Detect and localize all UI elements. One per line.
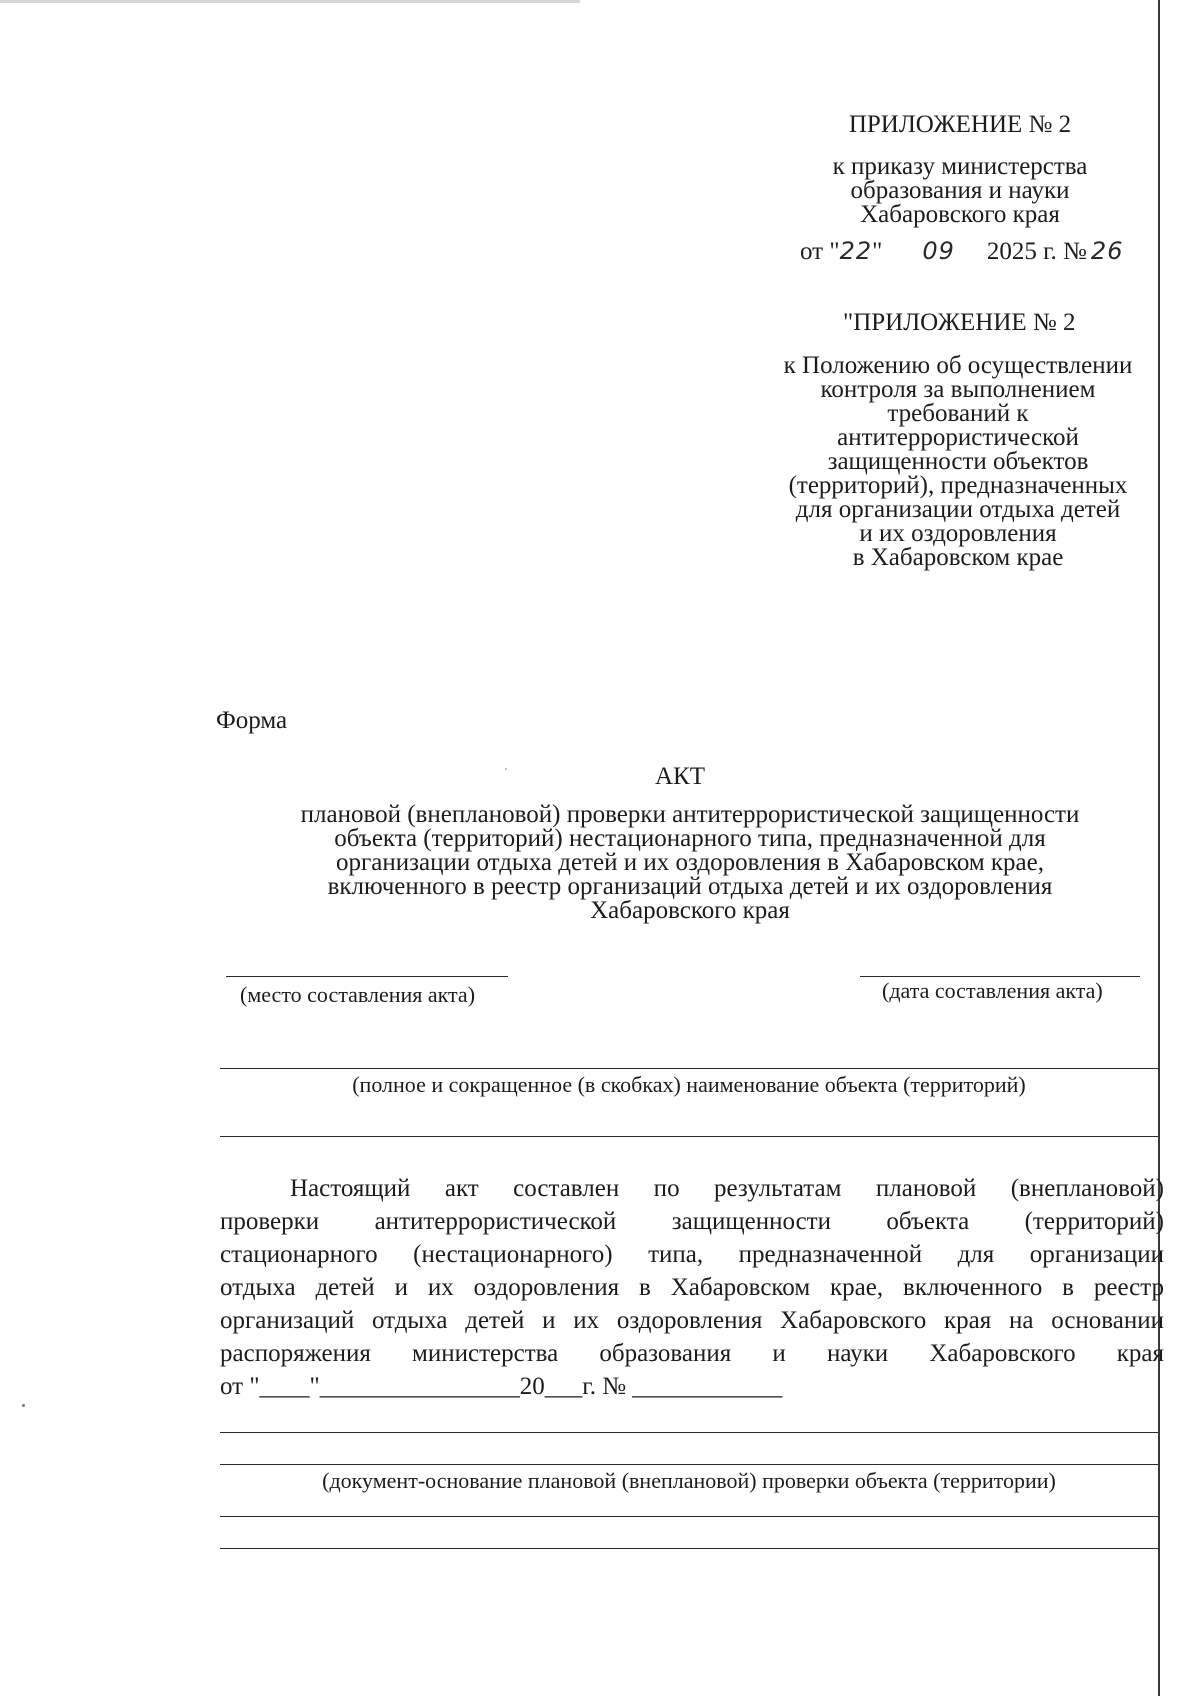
body-line-5: организаций отдыха детей и их оздоровления Хабаровского края на основании: [220, 1307, 1164, 1334]
date-caption: (дата составления акта): [882, 978, 1103, 1003]
order-line-1: к приказу министерства: [832, 153, 1088, 180]
date-day-handwritten: 22: [839, 237, 873, 265]
place-field-line: [226, 976, 508, 977]
basis-line-3: [220, 1516, 1158, 1517]
appendix2-line-9: в Хабаровском крае: [852, 544, 1064, 571]
appendix-title: ПРИЛОЖЕНИЕ № 2: [848, 111, 1072, 138]
date-quote: ": [872, 238, 883, 265]
body-line-4: отдыха детей и их оздоровления в Хабаровском крае, включенного в реестр: [220, 1274, 1164, 1301]
appendix2-line-5: защищенности объектов: [827, 448, 1089, 475]
body-date-line: от "____"________________20___г. № ____________: [220, 1373, 783, 1400]
basis-line-4: [220, 1548, 1158, 1549]
scan-edge-top: [0, 0, 580, 3]
date-field-line: [860, 976, 1140, 977]
date-month-handwritten: 09: [922, 237, 955, 265]
body-line-3: стационарного (нестационарного) типа, предназначенной для организации: [220, 1241, 1164, 1268]
scan-speck: [22, 1404, 25, 1407]
basis-line-2: [220, 1464, 1158, 1465]
body-line-2: проверки антитеррористической защищенности объекта (территорий): [220, 1208, 1164, 1235]
body-paragraph: [220, 1172, 1164, 1403]
appendix2-line-4: антитеррористической: [837, 424, 1079, 451]
date-year-number: 2025 г. №: [986, 238, 1087, 265]
order-line-3: Хабаровского края: [860, 201, 1060, 228]
object-caption: (полное и сокращенное (в скобках) наименование объекта (территорий): [352, 1072, 1026, 1097]
act-subtitle-line-3: организации отдыха детей и их оздоровления в Хабаровском крае,: [335, 849, 1045, 876]
act-subtitle-line-1: плановой (внеплановой) проверки антитеррористической защищенности: [300, 801, 1080, 828]
appendix2-line-7: для организации отдыха детей: [795, 496, 1121, 523]
act-subtitle-line-2: объекта (территорий) нестационарного типа, предназначенной для: [334, 825, 1046, 852]
order-number-handwritten: 26: [1090, 237, 1124, 265]
basis-line-1: [220, 1432, 1158, 1433]
act-subtitle-line-5: Хабаровского края: [590, 897, 790, 924]
order-date-line: [800, 238, 1123, 265]
appendix2-line-6: (территорий), предназначенных: [788, 472, 1128, 499]
act-title: АКТ: [655, 763, 705, 790]
appendix2-line-3: требований к: [887, 400, 1029, 427]
body-line-6: распоряжения министерства образования и науки Хабаровского края: [220, 1340, 1164, 1367]
place-caption: (место составления акта): [240, 982, 476, 1007]
appendix2-line-8: и их оздоровления: [859, 520, 1057, 547]
date-prefix: от ": [800, 238, 840, 265]
appendix2-line-2: контроля за выполнением: [820, 376, 1096, 403]
appendix2-line-1: к Положению об осуществлении: [783, 352, 1133, 379]
order-line-2: образования и науки: [850, 177, 1070, 204]
form-label: Форма: [216, 707, 288, 734]
body-line-1: Настоящий акт составлен по результатам плановой (внеплановой): [290, 1175, 1164, 1202]
object-name-line-2: [220, 1136, 1158, 1137]
act-subtitle-line-4: включенного в реестр организаций отдыха детей и их оздоровления: [327, 873, 1053, 900]
appendix2-title: "ПРИЛОЖЕНИЕ № 2: [843, 309, 1076, 336]
basis-caption: (документ-основание плановой (внеплановой) проверки объекта (территории): [322, 1468, 1056, 1493]
object-name-line: [220, 1068, 1158, 1069]
